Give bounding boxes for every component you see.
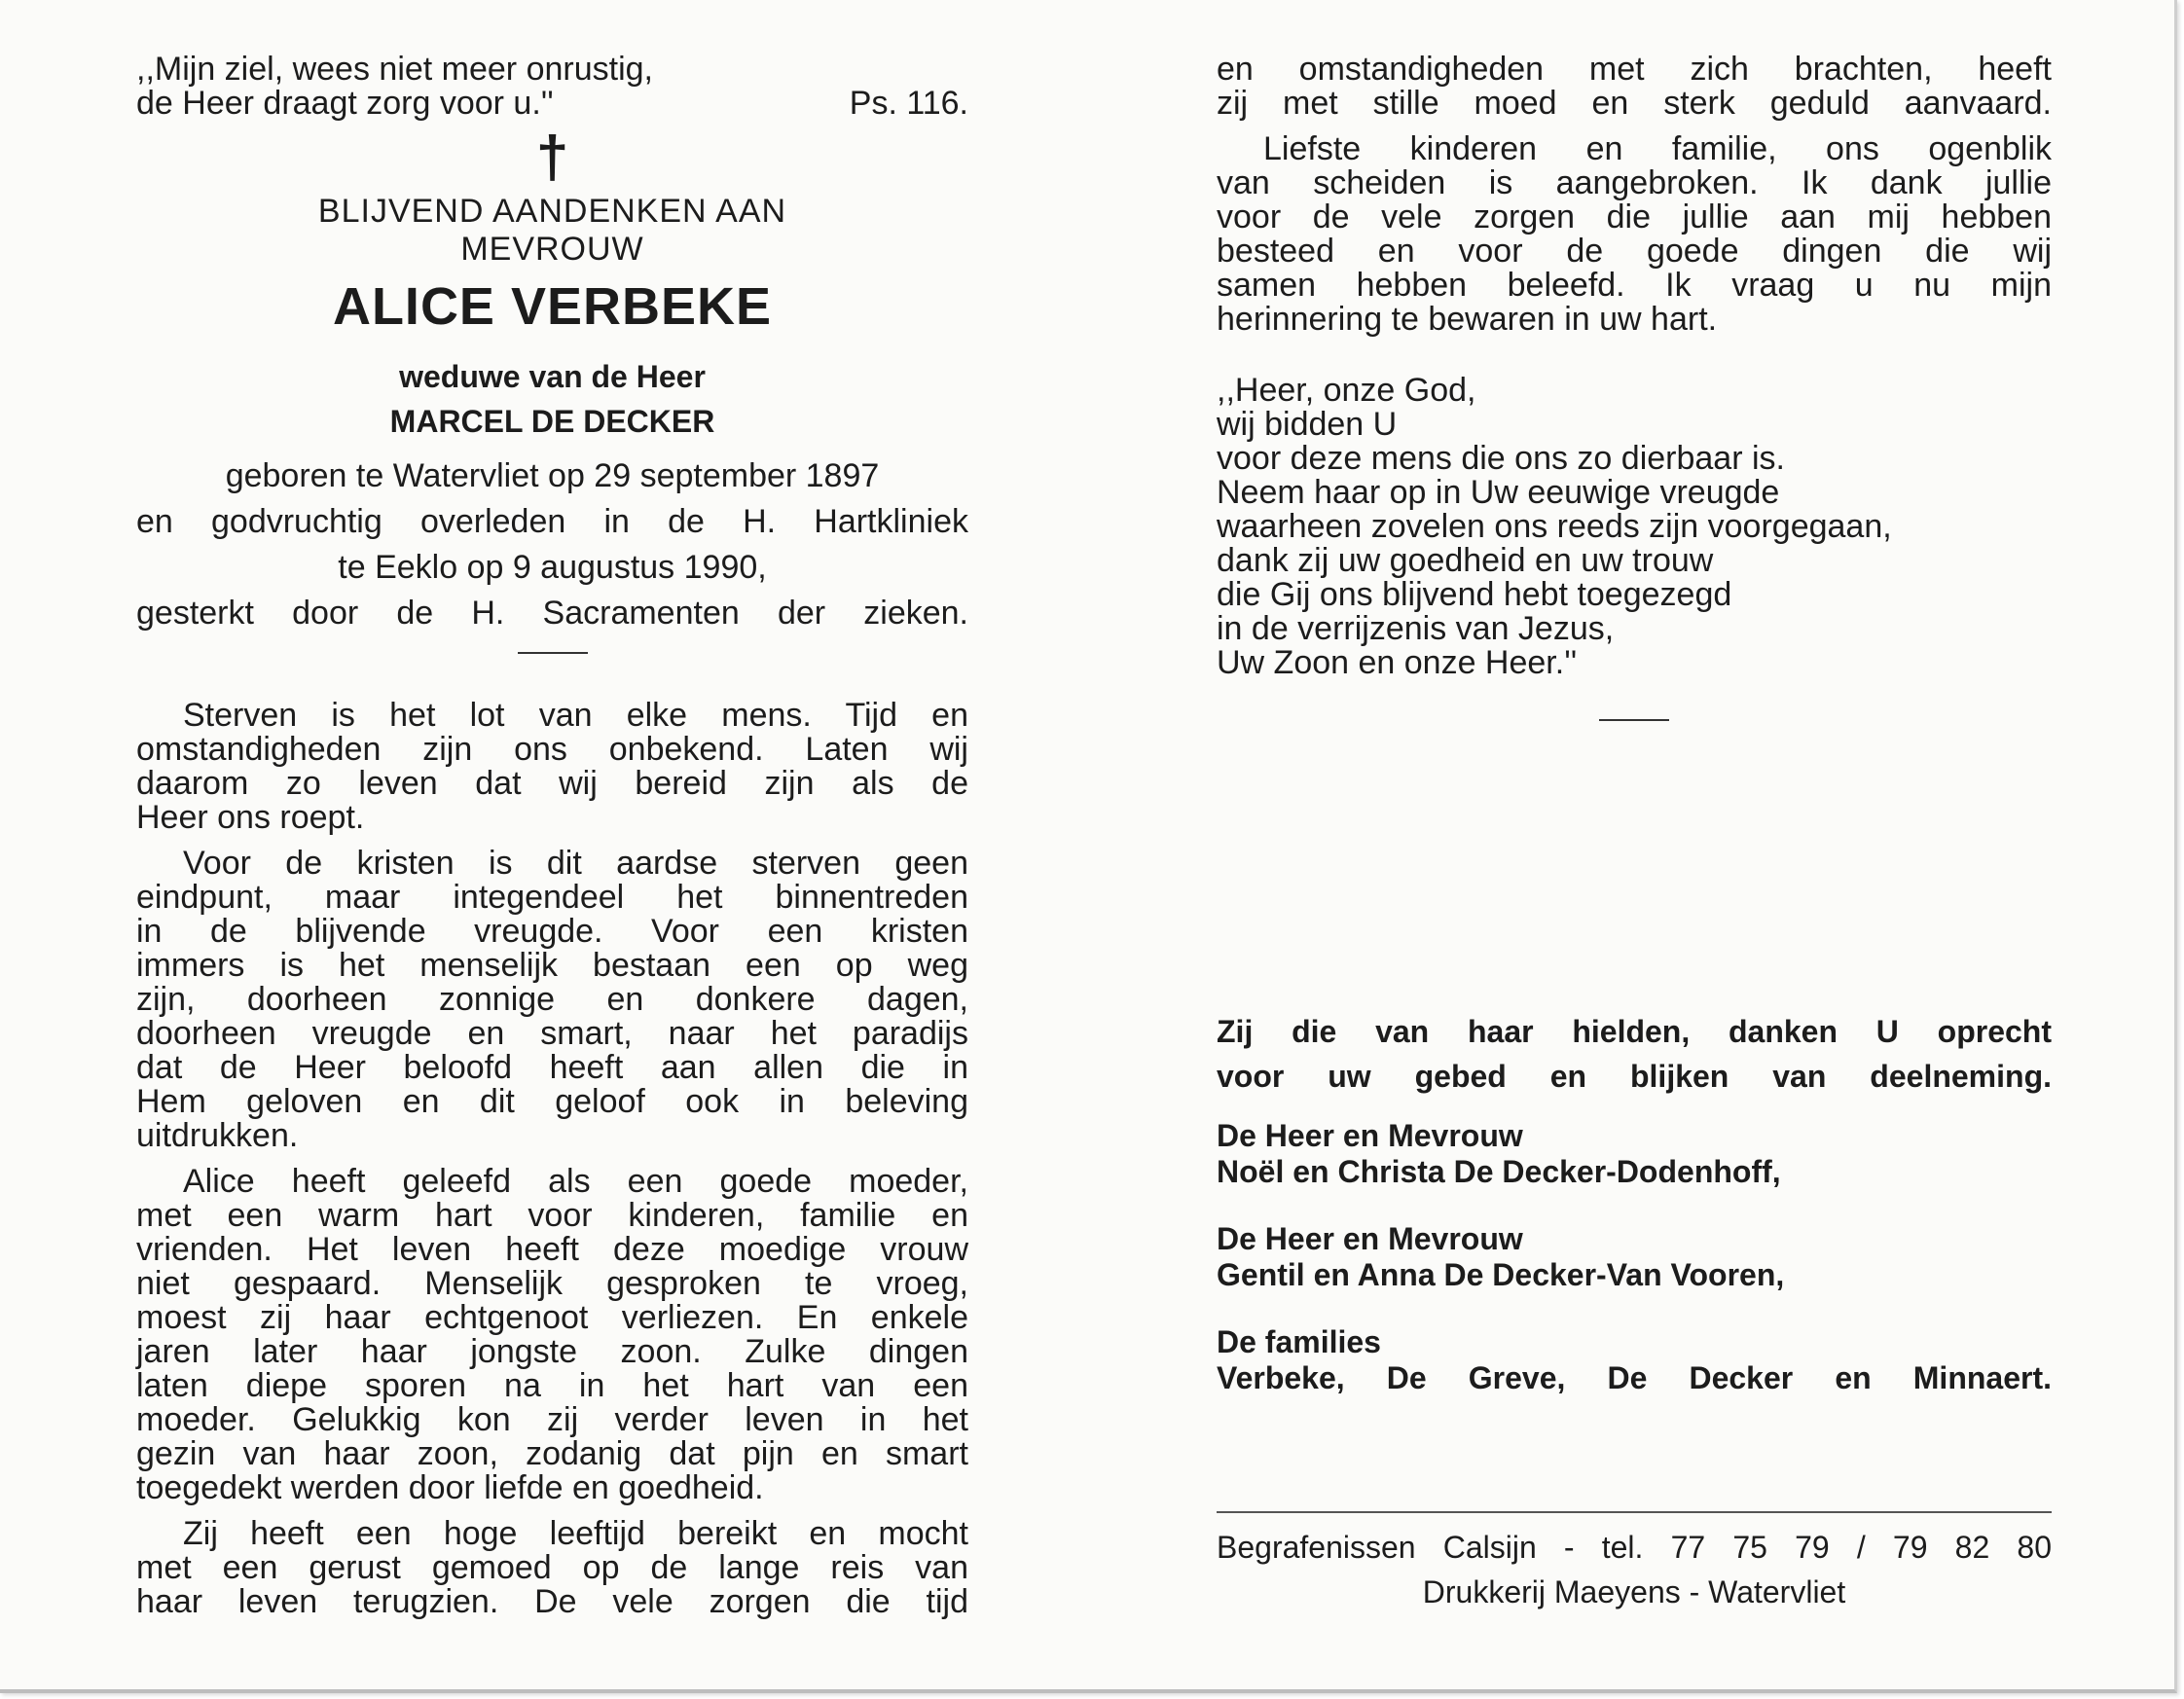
- text-line: Heer ons roept.: [136, 799, 365, 836]
- prayer-line: die Gij ons blijvend hebt toegezegd: [1217, 576, 1732, 613]
- bio-line: geboren te Watervliet op 29 september 1897: [225, 457, 880, 494]
- thanks-message: [1217, 1009, 2052, 1099]
- prayer-line: ,,Heer, onze God,: [1217, 372, 1476, 409]
- text-line: besteed en voor de goede dingen die wij: [1217, 233, 2052, 270]
- biography: [136, 453, 968, 636]
- text-line: herinnering te bewaren in uw hart.: [1217, 301, 1718, 338]
- text-line: Sterven is het lot van elke mens. Tijd en: [183, 697, 968, 734]
- text-line: niet gespaard. Menselijk gesproken te vroeg,: [136, 1265, 968, 1302]
- prayer-line: in de verrijzenis van Jezus,: [1217, 610, 1615, 647]
- text-line: en omstandigheden met zich brachten, heeft: [1217, 51, 2052, 88]
- text-line: Zij heeft een hoge leeftijd bereikt en mocht: [183, 1515, 968, 1552]
- family-title: De Heer en Mevrouw: [1217, 1118, 1523, 1153]
- text-line: toegedekt werden door liefde en goedheid.: [136, 1469, 764, 1506]
- text-line: doorheen vreugde en smart, naar het paradijs: [136, 1015, 968, 1052]
- heading-line-1: BLIJVEND AANDENKEN AAN: [317, 193, 787, 230]
- family-group-2: [1217, 1221, 2052, 1293]
- family-title: De families: [1217, 1324, 1381, 1359]
- text-line: vrienden. Het leven heeft deze moedige vrouw: [136, 1231, 968, 1268]
- family-title: De Heer en Mevrouw: [1217, 1221, 1523, 1256]
- prayer-line: Neem haar op in Uw eeuwige vreugde: [1217, 474, 1780, 511]
- quote-line-2: de Heer draagt zorg voor u.'': [136, 85, 554, 122]
- prayer-line: Uw Zoon en onze Heer.'': [1217, 644, 1578, 681]
- text-line: Hem geloven en dit geloof ook in beleving: [136, 1083, 968, 1120]
- widow-of-label: weduwe van de Heer: [399, 359, 706, 394]
- deceased-name: ALICE VERBEKE: [332, 277, 773, 336]
- paragraph-1: [136, 699, 968, 835]
- text-line: haar leven terugzien. De vele zorgen die tijd: [136, 1583, 968, 1620]
- quote-line-1: ,,Mijn ziel, wees niet meer onrustig,: [136, 51, 653, 88]
- paragraph-continued: [1217, 53, 2052, 121]
- text-line: samen hebben beleefd. Ik vraag u nu mijn: [1217, 267, 2052, 304]
- text-line: met een gerust gemoed op de lange reis van: [136, 1549, 968, 1586]
- paragraph-2: [136, 847, 968, 1153]
- text-line: jaren later haar jongste zoon. Zulke dingen: [136, 1333, 968, 1370]
- text-line: immers is het menselijk bestaan een op weg: [136, 947, 968, 984]
- text-line: zij met stille moed en sterk geduld aanvaard.: [1217, 85, 2052, 122]
- family-group-1: [1217, 1118, 2052, 1190]
- bio-line: gesterkt door de H. Sacramenten der zieken.: [136, 595, 968, 632]
- text-line: zijn, doorheen zonnige en donkere dagen,: [136, 981, 968, 1018]
- prayer-line: voor deze mens die ons zo dierbaar is.: [1217, 440, 1785, 477]
- cross-icon: †: [535, 125, 569, 190]
- divider: [1599, 719, 1669, 721]
- text-line: daarom zo leven dat wij bereid zijn als de: [136, 765, 968, 802]
- text-line: van scheiden is aangebroken. Ik dank jullie: [1217, 164, 2052, 201]
- thanks-line: Zij die van haar hielden, danken U oprecht: [1217, 1014, 2052, 1049]
- prayer-line: dank zij uw goedheid en uw trouw: [1217, 542, 1714, 579]
- text-line: in de blijvende vreugde. Voor een kristen: [136, 913, 968, 950]
- text-line: Alice heeft geleefd als een goede moeder,: [183, 1163, 968, 1200]
- text-line: eindpunt, maar integendeel het binnentreden: [136, 879, 968, 916]
- family-group-3: [1217, 1324, 2052, 1396]
- text-line: laten diepe sporen na in het hart van een: [136, 1367, 968, 1404]
- husband-name: MARCEL DE DECKER: [389, 404, 715, 439]
- heading-line-2: MEVROUW: [460, 231, 644, 268]
- text-line: moest zij haar echtgenoot verliezen. En enkele: [136, 1299, 968, 1336]
- text-line: moeder. Gelukkig kon zij verder leven in het: [136, 1401, 968, 1438]
- family-names: Verbeke, De Greve, De Decker en Minnaert.: [1217, 1360, 2052, 1395]
- paragraph-4: [136, 1517, 968, 1619]
- text-line: dat de Heer beloofd heeft aan allen die in: [136, 1049, 968, 1086]
- left-column: [136, 53, 968, 1619]
- footer: [1217, 1525, 2052, 1614]
- prayer-line: wij bidden U: [1217, 406, 1398, 443]
- text-line: uitdrukken.: [136, 1117, 299, 1154]
- text-line: met een warm hart voor kinderen, familie en: [136, 1197, 968, 1234]
- family-names: Gentil en Anna De Decker-Van Vooren,: [1217, 1257, 1785, 1292]
- prayer-line: waarheen zovelen ons reeds zijn voorgegaan,: [1217, 508, 1892, 545]
- psalm-quote: [136, 53, 968, 121]
- farewell-paragraph: [1217, 132, 2052, 337]
- paragraph-3: [136, 1165, 968, 1505]
- footer-printer: Drukkerij Maeyens - Watervliet: [1422, 1574, 1846, 1609]
- footer-rule: [1217, 1511, 2052, 1513]
- text-line: Voor de kristen is dit aardse sterven geen: [183, 845, 968, 882]
- text-line: omstandigheden zijn ons onbekend. Laten wij: [136, 731, 968, 768]
- text-line: voor de vele zorgen die jullie aan mij hebben: [1217, 199, 2052, 235]
- prayer: [1217, 374, 2052, 680]
- text-line: gezin van haar zoon, zodanig dat pijn en smart: [136, 1435, 968, 1472]
- bio-line: te Eeklo op 9 augustus 1990,: [338, 549, 767, 586]
- text-line: Liefste kinderen en familie, ons ogenblik: [1263, 130, 2052, 167]
- thanks-line: voor uw gebed en blijken van deelneming.: [1217, 1059, 2052, 1094]
- divider: [518, 652, 588, 654]
- footer-funeral-home: Begrafenissen Calsijn - tel. 77 75 79 / 79 82 80: [1217, 1530, 2052, 1565]
- bio-line: en godvruchtig overleden in de H. Hartkliniek: [136, 503, 968, 540]
- quote-reference: Ps. 116.: [849, 85, 968, 122]
- family-names: Noël en Christa De Decker-Dodenhoff,: [1217, 1154, 1781, 1189]
- right-column: [1217, 53, 2052, 1614]
